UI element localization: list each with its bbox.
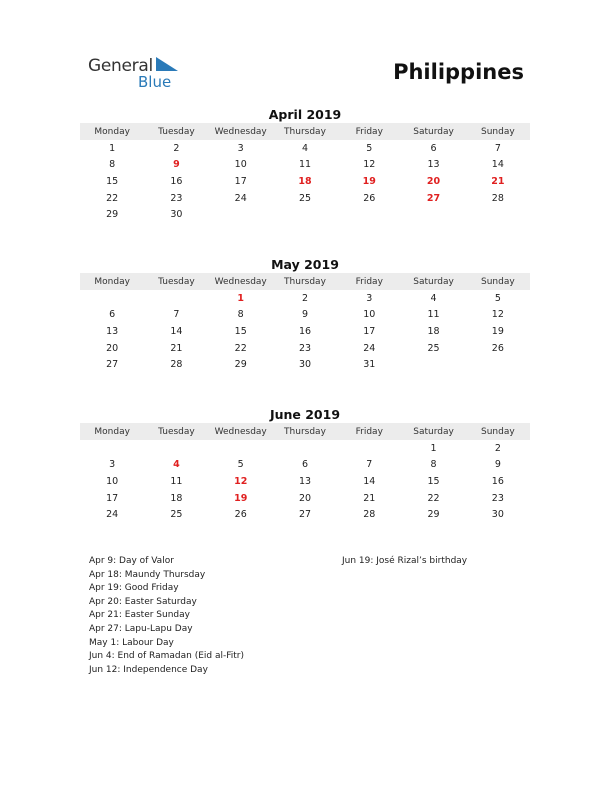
weekday-header: Friday: [337, 423, 401, 440]
empty-day-cell: [466, 206, 530, 223]
day-cell: 13: [106, 325, 119, 337]
day-cell: 1: [109, 142, 116, 154]
day-cell: 30: [491, 509, 504, 521]
logo-word-blue: Blue: [138, 73, 172, 91]
weekday-header: Saturday: [401, 423, 465, 440]
week-row: [80, 307, 530, 324]
day-cell: 9: [494, 459, 501, 471]
day-cell: 5: [494, 292, 501, 304]
empty-day-cell: [209, 206, 273, 223]
weekday-header: Thursday: [273, 123, 337, 140]
day-cell: 23: [491, 492, 504, 504]
week-row: [80, 356, 530, 373]
weekday-header: Monday: [80, 423, 144, 440]
day-cell: 1: [237, 292, 245, 304]
day-cell: 19: [362, 175, 376, 187]
day-cell: 25: [298, 192, 312, 204]
day-cell: 14: [491, 159, 504, 171]
day-cell: 15: [234, 325, 247, 337]
holiday-entry: Jun 12: Independence Day: [89, 664, 208, 675]
weekday-header: Sunday: [466, 273, 530, 290]
empty-day-cell: [337, 440, 401, 457]
day-cell: 14: [170, 325, 183, 337]
day-cell: 18: [298, 175, 312, 187]
day-cell: 14: [363, 475, 376, 487]
week-row: [80, 457, 530, 474]
calendar-grid: [80, 123, 530, 223]
week-row: [80, 190, 530, 207]
day-cell: 13: [298, 475, 312, 487]
week-row: [80, 173, 530, 190]
holiday-entry: Apr 27: Lapu-Lapu Day: [89, 623, 193, 634]
empty-day-cell: [209, 440, 273, 457]
day-cell: 9: [301, 309, 308, 321]
day-cell: 23: [170, 192, 183, 204]
month-title: May 2019: [271, 257, 339, 272]
day-cell: 8: [430, 459, 437, 471]
day-cell: 21: [170, 342, 183, 354]
day-cell: 31: [363, 359, 376, 371]
weekday-header-row: [80, 273, 530, 290]
day-cell: 27: [106, 359, 119, 371]
weekday-header-row: [80, 123, 530, 140]
day-cell: 15: [106, 175, 119, 187]
day-cell: 7: [366, 459, 373, 471]
day-cell: 30: [170, 209, 183, 221]
day-cell: 8: [109, 159, 116, 171]
day-cell: 25: [170, 509, 183, 521]
day-cell: 2: [173, 142, 180, 154]
day-cell: 21: [363, 492, 376, 504]
day-cell: 10: [106, 475, 119, 487]
week-row: [80, 140, 530, 157]
holiday-entry: Jun 4: End of Ramadan (Eid al-Fitr): [89, 651, 244, 662]
weekday-header: Saturday: [401, 273, 465, 290]
day-cell: 11: [427, 309, 440, 321]
logo-word-general: General: [88, 56, 153, 76]
empty-day-cell: [273, 440, 337, 457]
empty-day-cell: [466, 356, 530, 373]
month-title: June 2019: [269, 407, 341, 422]
day-cell: 24: [363, 342, 376, 354]
day-cell: 6: [109, 309, 116, 321]
day-cell: 11: [170, 475, 183, 487]
holiday-entry: May 1: Labour Day: [89, 637, 174, 648]
week-row: [80, 490, 530, 507]
day-cell: 12: [234, 475, 248, 487]
weekday-header: Wednesday: [209, 123, 273, 140]
day-cell: 20: [106, 342, 119, 354]
calendar-grid: [80, 423, 530, 523]
day-cell: 24: [106, 509, 119, 521]
day-cell: 4: [173, 459, 180, 471]
week-row: [80, 323, 530, 340]
day-cell: 9: [173, 159, 180, 171]
weekday-header: Monday: [80, 123, 144, 140]
week-row: [80, 206, 530, 223]
day-cell: 27: [426, 192, 441, 204]
day-cell: 18: [427, 325, 440, 337]
week-row: [80, 440, 530, 457]
day-cell: 29: [234, 359, 247, 371]
month-june: [80, 406, 530, 523]
weekday-header: Monday: [80, 273, 144, 290]
day-cell: 24: [234, 192, 247, 204]
day-cell: 3: [237, 142, 244, 154]
day-cell: 27: [298, 509, 312, 521]
day-cell: 17: [363, 325, 376, 337]
week-row: [80, 340, 530, 357]
day-cell: 4: [430, 292, 437, 304]
empty-day-cell: [144, 440, 208, 457]
day-cell: 22: [427, 492, 440, 504]
holiday-entry: Jun 19: José Rizal’s birthday: [342, 556, 468, 566]
day-cell: 28: [491, 192, 504, 204]
week-row: [80, 473, 530, 490]
holiday-entry: Apr 21: Easter Sunday: [89, 610, 190, 621]
weekday-header: Sunday: [466, 123, 530, 140]
day-cell: 22: [234, 342, 247, 354]
day-cell: 2: [301, 292, 308, 304]
day-cell: 19: [234, 492, 248, 504]
empty-day-cell: [144, 290, 208, 307]
empty-day-cell: [401, 206, 465, 223]
empty-day-cell: [401, 356, 465, 373]
day-cell: 7: [494, 142, 501, 154]
day-cell: 28: [170, 359, 183, 371]
day-cell: 17: [234, 175, 247, 187]
day-cell: 12: [363, 159, 376, 171]
day-cell: 23: [298, 342, 312, 354]
day-cell: 20: [426, 175, 441, 187]
empty-day-cell: [80, 440, 144, 457]
day-cell: 6: [430, 142, 437, 154]
day-cell: 10: [234, 159, 247, 171]
holiday-entry: Apr 18: Maundy Thursday: [89, 569, 206, 580]
weekday-header: Tuesday: [144, 423, 208, 440]
weekday-header: Sunday: [466, 423, 530, 440]
weekday-header: Friday: [337, 273, 401, 290]
day-cell: 26: [491, 342, 504, 354]
day-cell: 26: [363, 192, 376, 204]
holiday-list-right: [342, 555, 467, 569]
week-row: [80, 290, 530, 307]
empty-day-cell: [273, 206, 337, 223]
day-cell: 12: [491, 309, 504, 321]
day-cell: 29: [427, 509, 440, 521]
day-cell: 10: [363, 309, 376, 321]
day-cell: 15: [427, 475, 440, 487]
day-cell: 6: [301, 459, 308, 471]
day-cell: 17: [106, 492, 119, 504]
holiday-entry: Apr 20: Easter Saturday: [89, 596, 197, 607]
day-cell: 16: [298, 325, 312, 337]
day-cell: 16: [170, 175, 183, 187]
empty-day-cell: [80, 290, 144, 307]
day-cell: 30: [298, 359, 312, 371]
day-cell: 22: [106, 192, 119, 204]
day-cell: 1: [430, 442, 437, 454]
weekday-header: Friday: [337, 123, 401, 140]
holiday-list-left: [89, 555, 244, 677]
weekday-header-row: [80, 423, 530, 440]
day-cell: 25: [427, 342, 440, 354]
day-cell: 26: [234, 509, 247, 521]
day-cell: 5: [237, 459, 244, 471]
day-cell: 4: [301, 142, 308, 154]
day-cell: 29: [106, 209, 119, 221]
empty-day-cell: [337, 206, 401, 223]
day-cell: 3: [109, 459, 116, 471]
country-title: Philippines: [393, 60, 524, 84]
weekday-header: Tuesday: [144, 123, 208, 140]
calendar-grid: [80, 273, 530, 373]
week-row: [80, 506, 530, 523]
day-cell: 8: [237, 309, 244, 321]
logo-flag-icon: [156, 57, 178, 71]
day-cell: 21: [491, 175, 505, 187]
weekday-header: Wednesday: [209, 273, 273, 290]
month-title: April 2019: [268, 107, 342, 122]
day-cell: 18: [170, 492, 183, 504]
weekday-header: Thursday: [273, 423, 337, 440]
day-cell: 7: [173, 309, 180, 321]
weekday-header: Saturday: [401, 123, 465, 140]
day-cell: 11: [298, 159, 312, 171]
day-cell: 13: [427, 159, 440, 171]
holiday-entry: Apr 9: Day of Valor: [89, 556, 174, 566]
weekday-header: Tuesday: [144, 273, 208, 290]
day-cell: 2: [494, 442, 501, 454]
day-cell: 3: [366, 292, 373, 304]
weekday-header: Thursday: [273, 273, 337, 290]
generalblue-logo: [88, 56, 188, 92]
week-row: [80, 157, 530, 174]
weekday-header: Wednesday: [209, 423, 273, 440]
day-cell: 20: [298, 492, 312, 504]
day-cell: 28: [363, 509, 376, 521]
day-cell: 19: [491, 325, 504, 337]
month-may: [80, 256, 530, 373]
day-cell: 16: [491, 475, 504, 487]
holiday-entry: Apr 19: Good Friday: [89, 583, 179, 594]
month-april: [80, 106, 530, 223]
day-cell: 5: [366, 142, 373, 154]
